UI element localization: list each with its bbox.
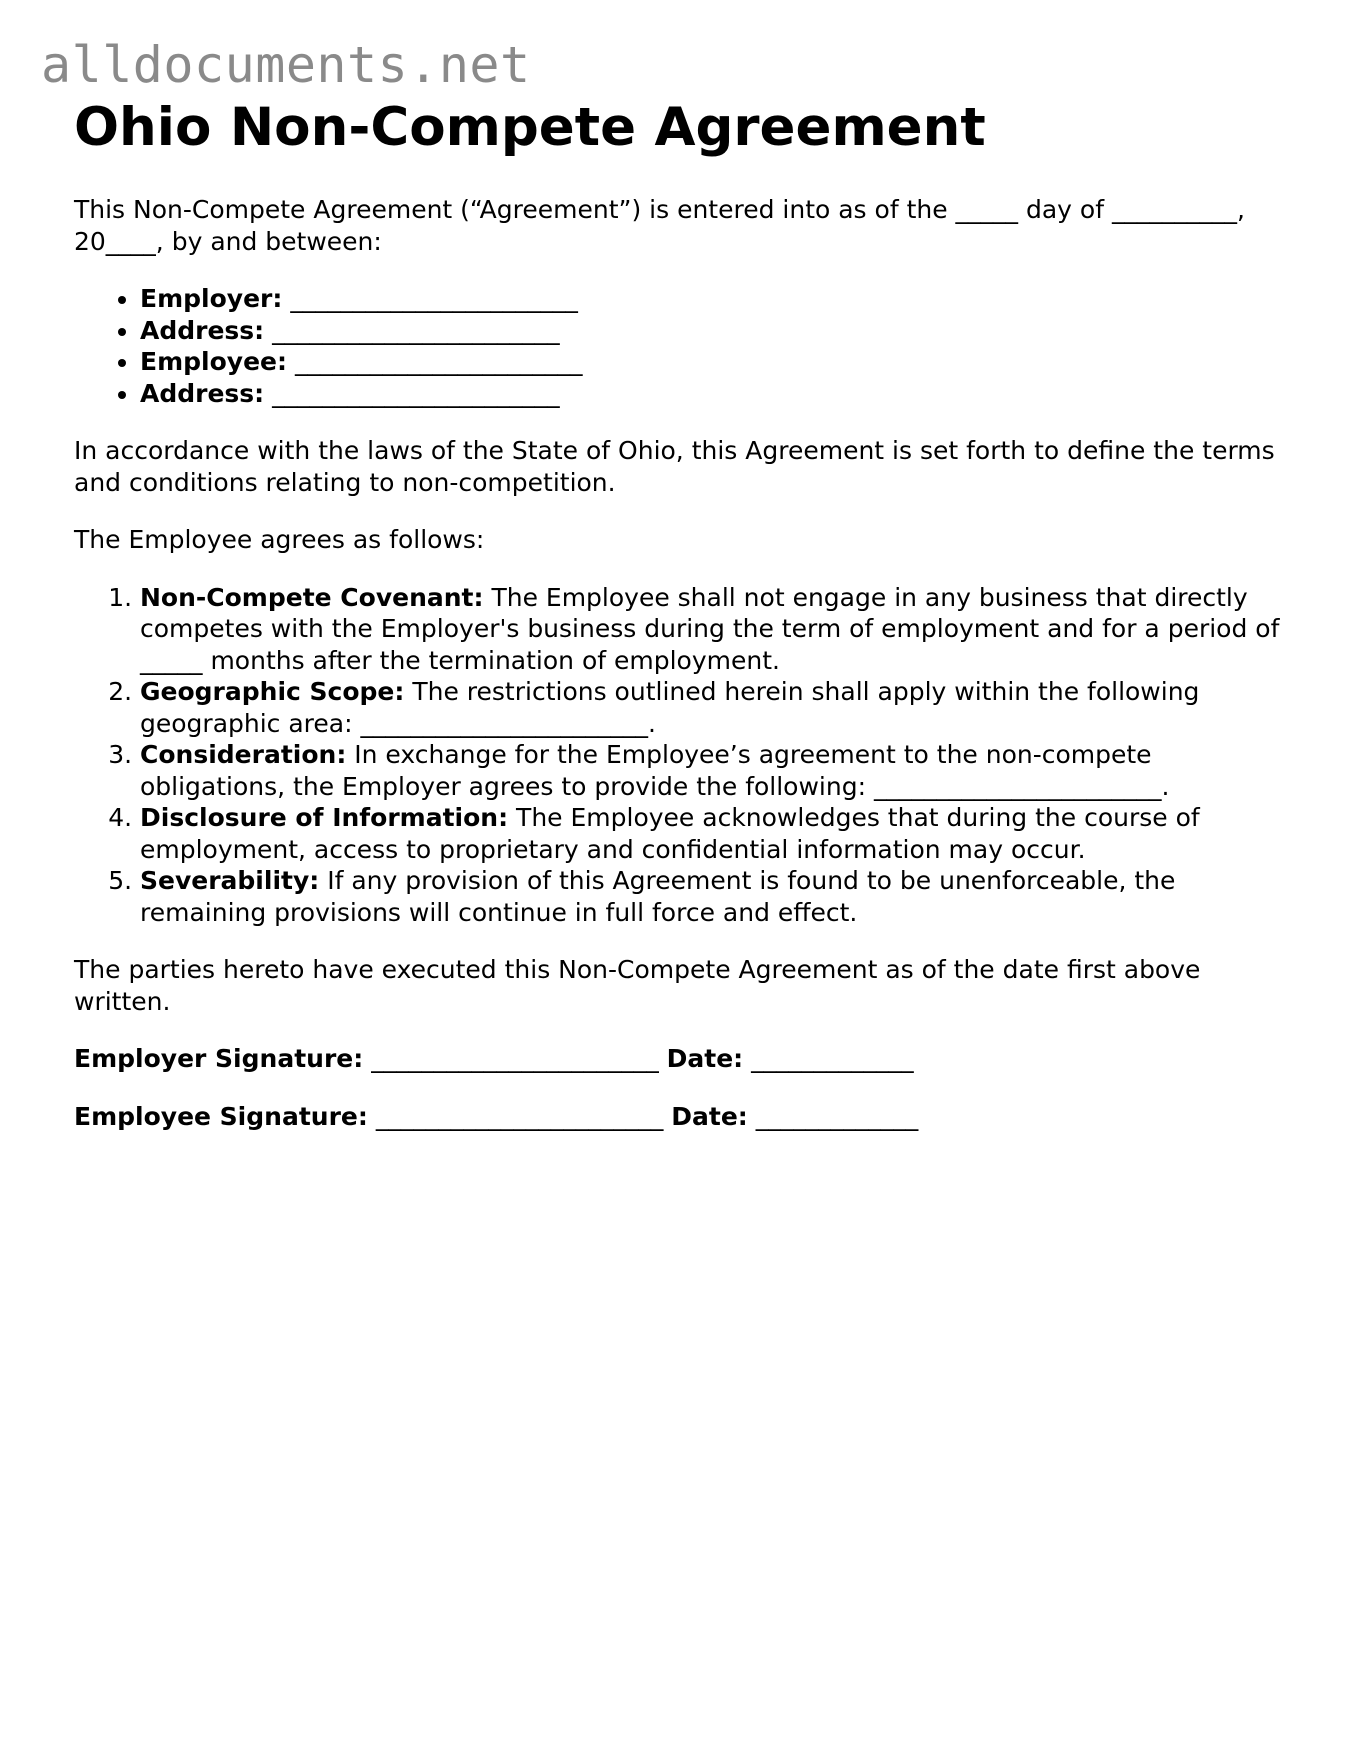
date-label: Date: [671,1101,748,1131]
term-title: Consideration: [140,740,347,769]
parties-list [74,283,1294,409]
party-item-employee [140,346,1294,378]
term-item-disclosure [140,802,1294,865]
laws-paragraph: In accordance with the laws of the State of Ohio, this Agreement is set forth to define the terms and conditions relating to non-competition. [74,436,1275,497]
signature-label: Employee Signature: [74,1101,368,1131]
employee-signature-line [74,1101,1294,1133]
term-item-geographic-scope [140,676,1294,739]
term-title: Severability: [140,866,320,895]
executed-paragraph: The parties hereto have executed this Non-Compete Agreement as of the date first above written. [74,955,1201,1016]
date-blank: _____________ [751,1044,914,1073]
party-blank: _______________________ [290,284,578,313]
document-title: Ohio Non-Compete Agreement [74,97,986,158]
party-label: Employer: [140,284,283,313]
signature-label: Employer Signature: [74,1044,364,1073]
party-label: Address: [140,315,265,345]
term-title: Geographic Scope: [140,677,405,706]
date-blank: _____________ [755,1101,919,1131]
term-item-non-compete [140,582,1294,677]
term-text: The restrictions outlined herein shall apply within the following geographic area: _______________________. [140,677,1200,738]
document-body [74,98,1294,1132]
party-item-employer [140,283,1294,315]
date-label: Date: [666,1044,744,1073]
term-item-consideration [140,739,1294,802]
watermark: alldocuments.net [41,36,531,94]
term-text: The Employee shall not engage in any business that directly competes with the Employer's business during the term of employment and for a period of _____ months after the termination of employment. [140,582,1280,675]
agrees-heading: The Employee agrees as follows: [74,525,485,554]
party-label: Employee: [140,347,287,376]
party-blank: _______________________ [272,378,560,408]
term-title: Non-Compete Covenant: [140,582,484,612]
party-blank: _______________________ [294,347,583,376]
party-item-employee-address [140,378,1294,410]
signature-blank: _______________________ [375,1101,664,1131]
term-title: Disclosure of Information: [140,803,509,832]
terms-list [74,582,1294,929]
term-text: If any provision of this Agreement is found to be unenforceable, the remaining provisions will continue in full force and effect. [140,866,1176,927]
term-text: In exchange for the Employee’s agreement to the non-compete obligations, the Employer agrees to provide the following: _______________________. [140,740,1170,801]
intro-paragraph: This Non-Compete Agreement (“Agreement”) is entered into as of the _____ day of __________, 20____, by and between: [74,195,1245,256]
term-text: The Employee acknowledges that during the course of employment, access to proprietary and confidential information may occur. [140,803,1200,864]
party-blank: _______________________ [272,315,560,345]
employer-signature-line [74,1043,1294,1075]
signature-blank: _______________________ [371,1044,659,1073]
party-label: Address: [140,378,265,408]
term-item-severability [140,865,1294,928]
party-item-employer-address [140,315,1294,347]
